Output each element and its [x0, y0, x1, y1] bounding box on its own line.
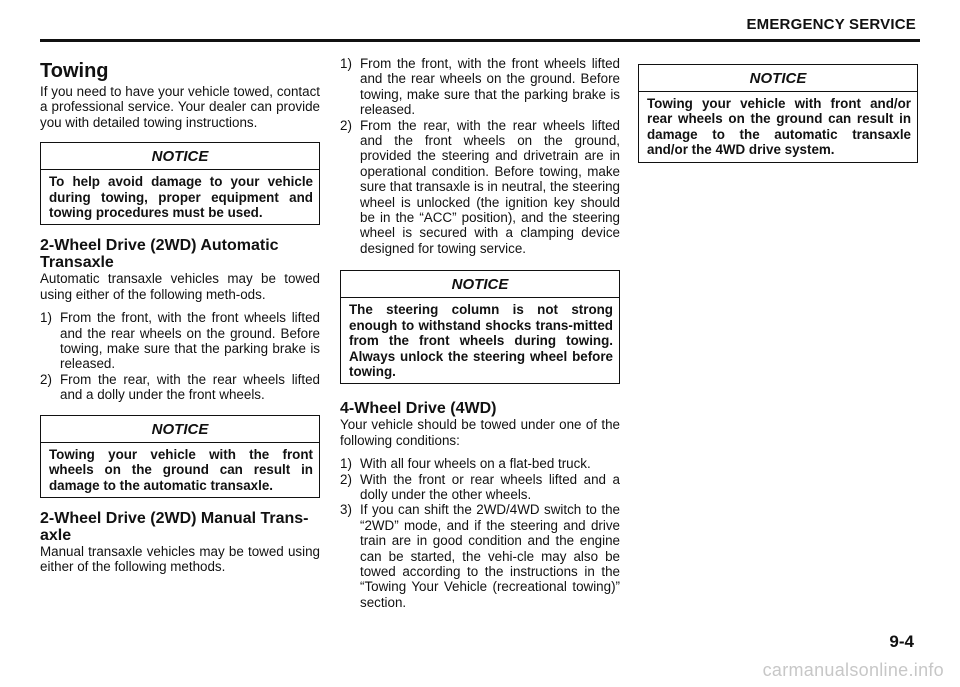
notice-title: NOTICE — [639, 65, 917, 92]
list-item — [40, 372, 320, 403]
subheading-4wd: 4-Wheel Drive (4WD) — [340, 400, 497, 418]
notice-body: To help avoid damage to your vehicle during towing, proper equipment and towing procedures must be used. — [49, 174, 313, 221]
notice-body: The steering column is not strong enough to withstand shocks trans-mitted from the front wheels during towing. Always unlock the steering wheel before towing. — [349, 302, 613, 379]
list-item — [340, 456, 620, 471]
column-right — [638, 52, 918, 163]
list-item-number: 1) — [40, 310, 52, 326]
list-item-text: From the rear, with the rear wheels lifted and a dolly under the front wheels. — [60, 371, 320, 403]
list-item-text: With the front or rear wheels lifted and a dolly under the other wheels. — [360, 471, 620, 502]
notice-box-steering-column — [340, 270, 620, 384]
section-heading-towing: Towing — [40, 60, 109, 82]
list-item — [340, 502, 620, 610]
list-item-number: 2) — [340, 471, 352, 487]
2wd-manual-list — [340, 56, 620, 256]
list-item-number: 2) — [40, 371, 52, 387]
list-item-number: 1) — [340, 56, 352, 71]
list-item — [340, 472, 620, 503]
notice-body: Towing your vehicle with the front wheels on the ground can result in damage to the automatic transaxle. — [49, 446, 313, 493]
subheading-2wd-automatic: 2-Wheel Drive (2WD) Automatic Transaxle — [40, 237, 279, 272]
notice-box-4wd-drive-system — [638, 64, 918, 163]
column-left — [40, 52, 320, 575]
notice-title: NOTICE — [341, 271, 619, 298]
4wd-text: Your vehicle should be towed under one of the following conditions: — [340, 417, 620, 448]
towing-intro: If you need to have your vehicle towed, contact a professional service. Your dealer can provide you with detailed towing instructions. — [40, 84, 320, 130]
list-item-number: 2) — [340, 117, 352, 133]
notice-box-automatic-transaxle — [40, 415, 320, 498]
column-middle — [340, 52, 620, 610]
list-item-text: From the front, with the front wheels lifted and the rear wheels on the ground. Before towing, make sure that the parking brake is released. — [60, 310, 320, 372]
list-item — [340, 118, 620, 257]
list-item-number: 1) — [340, 456, 352, 472]
2wd-automatic-list — [40, 310, 320, 402]
list-item — [40, 310, 320, 372]
watermark-link[interactable]: carmanualsonline.info — [762, 660, 944, 680]
list-item-text: From the front, with the front wheels lifted and the rear wheels on the ground. Before towing, make sure that the parking brake is released. — [360, 56, 620, 118]
list-item — [340, 56, 620, 118]
list-item-text: From the rear, with the rear wheels lifted and the front wheels on the ground, provided the steering and drivetrain are in operational condition. Before towing, make sure that transaxle is in neutral, the steering wheel is unlocked (the ignition key should be in the “ACC” position), and the steering wheel is secured with a clamping device designed for towing service. — [360, 117, 620, 256]
list-item-text: With all four wheels on a flat-bed truck. — [360, 456, 591, 472]
notice-body: Towing your vehicle with front and/or rear wheels on the ground can result in damage to the automatic transaxle and/or the 4WD drive system. — [647, 96, 911, 158]
notice-title: NOTICE — [41, 143, 319, 170]
notice-box-proper-equipment — [40, 142, 320, 225]
header-rule — [40, 39, 920, 42]
subheading-2wd-manual: 2-Wheel Drive (2WD) Manual Trans-axle — [40, 509, 309, 544]
notice-title: NOTICE — [41, 416, 319, 443]
list-item-number: 3) — [340, 502, 352, 518]
2wd-manual-text: Manual transaxle vehicles may be towed using either of the following methods. — [40, 543, 320, 575]
list-item-text: If you can shift the 2WD/4WD switch to the “2WD” mode, and if the steering and drive train are in good condition and the engine can be started, the vehi-cle may also be towed according to the instructions in the “Towing Your Vehicle (recreational towing)” section. — [360, 502, 620, 610]
2wd-automatic-text: Automatic transaxle vehicles may be towed using either of the following meth-ods. — [40, 271, 320, 302]
page-number: 9-4 — [889, 632, 914, 651]
4wd-list — [340, 456, 620, 610]
page-header-title: EMERGENCY SERVICE — [746, 16, 916, 33]
